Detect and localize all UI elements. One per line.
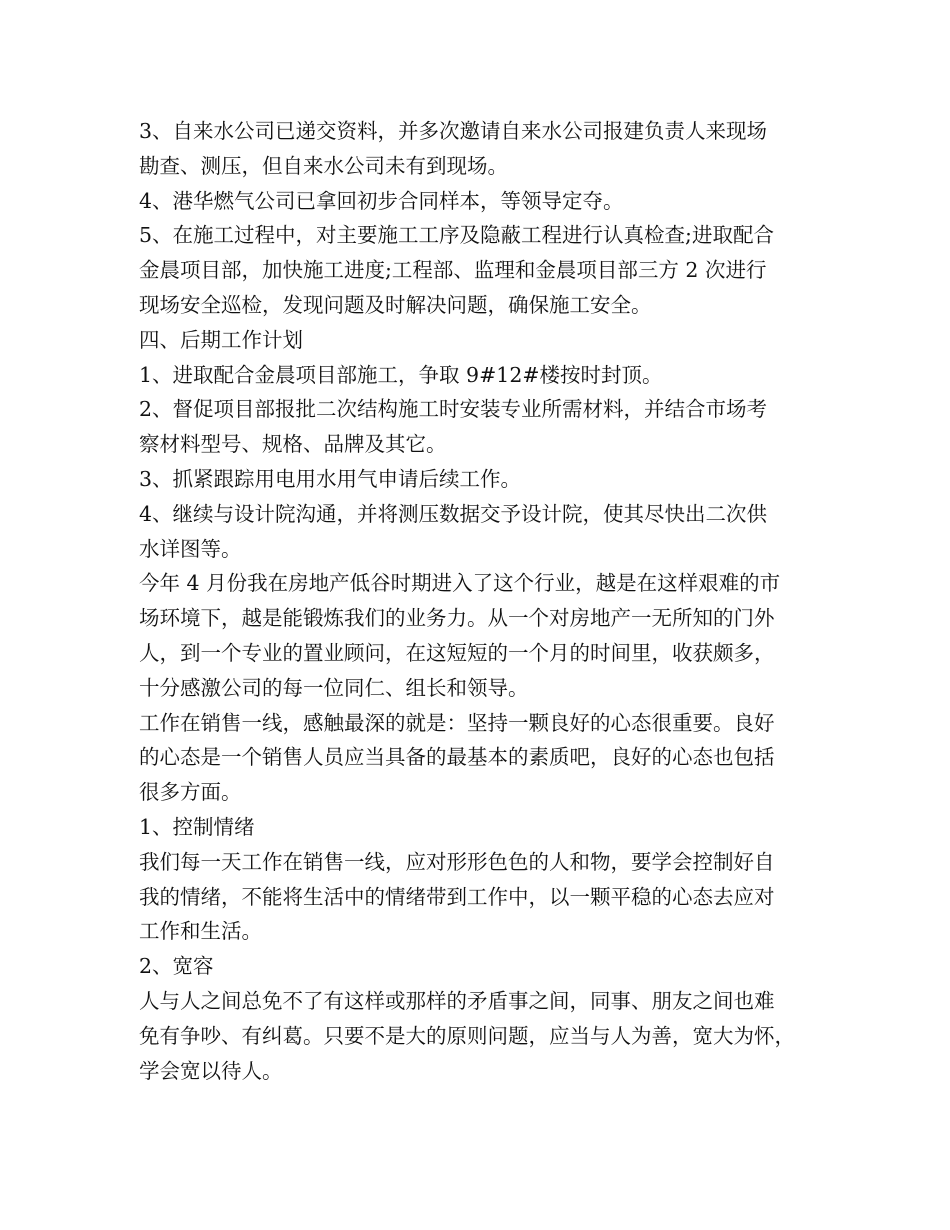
subheading-control-emotions <box>139 810 839 845</box>
text-line: 金晨项目部，加快施工进度;工程部、监理和金晨项目部三方 2 次进行 <box>139 258 767 283</box>
text-line: 现场安全巡检，发现问题及时解决问题，确保施工安全。 <box>139 292 652 317</box>
paragraph-water-company <box>139 114 839 184</box>
text-line: 4、继续与设计院沟通，并将测压数据交予设计院，使其尽快出二次供 <box>139 501 768 526</box>
text-line: 场环境下，越是能锻炼我们的业务力。从一个对房地产一无所知的门外 <box>139 606 775 631</box>
text-line: 3、自来水公司已递交资料，并多次邀请自来水公司报建负责人来现场 <box>139 119 768 143</box>
text-line: 学会宽以待人。 <box>139 1058 283 1083</box>
text-line: 1、控制情绪 <box>139 814 255 839</box>
paragraph-tolerance <box>139 984 839 1088</box>
text-line: 很多方面。 <box>139 780 242 805</box>
text-line: 四、后期工作计划 <box>139 327 303 352</box>
paragraph-plan-item-4 <box>139 497 839 567</box>
paragraph-sales-intro <box>139 566 839 705</box>
text-line: 工作和生活。 <box>139 919 262 944</box>
text-line: 的心态是一个销售人员应当具备的最基本的素质吧，良好的心态也包括 <box>139 745 775 770</box>
paragraph-construction-inspection <box>139 218 839 322</box>
section-heading-future-plan <box>139 323 839 358</box>
paragraph-plan-item-1 <box>139 358 839 393</box>
text-line: 十分感激公司的每一位同仁、组长和领导。 <box>139 675 529 700</box>
text-line: 人，到一个专业的置业顾问，在这短短的一个月的时间里，收获颇多， <box>139 640 775 665</box>
subheading-tolerance <box>139 949 839 984</box>
text-line: 5、在施工过程中，对主要施工工序及隐蔽工程进行认真检查;进取配合 <box>139 223 774 248</box>
text-line: 免有争吵、有纠葛。只要不是大的原则问题，应当与人为善，宽大为怀， <box>139 1023 795 1048</box>
text-line: 人与人之间总免不了有这样或那样的矛盾事之间，同事、朋友之间也难 <box>139 988 775 1013</box>
text-line: 工作在销售一线，感触最深的就是：坚持一颗良好的心态很重要。良好 <box>139 710 775 735</box>
text-line: 4、港华燃气公司已拿回初步合同样本，等领导定夺。 <box>139 188 624 213</box>
paragraph-control-emotions <box>139 845 839 949</box>
text-line: 今年 4 月份我在房地产低谷时期进入了这个行业，越是在这样艰难的市 <box>139 571 781 596</box>
text-line: 勘查、测压，但自来水公司未有到现场。 <box>139 153 508 178</box>
text-line: 2、督促项目部报批二次结构施工时安装专业所需材料，并结合市场考 <box>139 397 768 422</box>
paragraph-gas-company <box>139 184 839 219</box>
text-line: 我的情绪，不能将生活中的情绪带到工作中，以一颗平稳的心态去应对 <box>139 884 775 909</box>
text-line: 察材料型号、规格、品牌及其它。 <box>139 432 447 457</box>
text-line: 我们每一天工作在销售一线，应对形形色色的人和物，要学会控制好自 <box>139 849 775 874</box>
document-body <box>139 114 839 1088</box>
paragraph-plan-item-2 <box>139 392 839 462</box>
text-line: 2、宽容 <box>139 954 214 979</box>
text-line: 水详图等。 <box>139 536 242 561</box>
text-line: 3、抓紧跟踪用电用水用气申请后续工作。 <box>139 466 522 491</box>
text-line: 1、进取配合金晨项目部施工，争取 9#12#楼按时封顶。 <box>139 362 663 387</box>
paragraph-good-attitude <box>139 706 839 810</box>
paragraph-plan-item-3 <box>139 462 839 497</box>
